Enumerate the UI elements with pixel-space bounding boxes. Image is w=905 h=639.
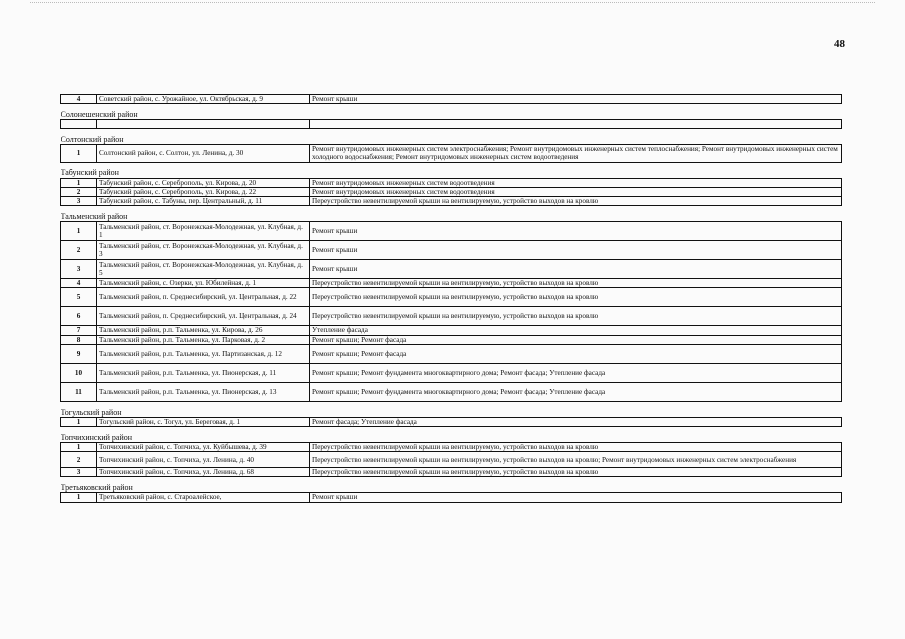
repair-table [60, 94, 842, 503]
row-number: 8 [61, 335, 97, 344]
row-work-type: Ремонт внутридомовых инженерных систем водоотведения [310, 178, 842, 187]
row-number: 1 [61, 178, 97, 187]
table-row [61, 326, 842, 335]
table-row [61, 443, 842, 452]
row-number: 3 [61, 468, 97, 477]
row-work-type: Переустройство невентилируемой крыши на вентилируемую, устройство выходов на кровлю [310, 288, 842, 307]
row-work-type: Переустройство невентилируемой крыши на вентилируемую, устройство выходов на кровлю [310, 197, 842, 206]
district-title: Третьяковский район [61, 483, 842, 493]
row-number: 3 [61, 260, 97, 279]
row-work-type: Переустройство невентилируемой крыши на вентилируемую, устройство выходов на кровлю [310, 468, 842, 477]
table-row [61, 468, 842, 477]
row-number: 2 [61, 187, 97, 196]
district-heading [61, 135, 842, 145]
row-address: Тальменский район, п. Среднесибирский, ул. Центральная, д. 22 [97, 288, 310, 307]
row-address: Тальменский район, р.п. Тальменка, ул. Парковая, д. 2 [97, 335, 310, 344]
table-row [61, 382, 842, 401]
table-row [61, 95, 842, 104]
table-row [61, 178, 842, 187]
row-address: Тальменский район, р.п. Тальменка, ул. Кирова, д. 26 [97, 326, 310, 335]
table-row [61, 241, 842, 260]
row-work-type: Ремонт крыши [310, 260, 842, 279]
district-title: Солтонский район [61, 135, 842, 145]
row-work-type: Ремонт крыши [310, 222, 842, 241]
row-number: 2 [61, 241, 97, 260]
row-address: Тогульский район, с. Тогул, ул. Береговая, д. 1 [97, 417, 310, 426]
row-address: Советский район, с. Урожайное, ул. Октябрьская, д. 9 [97, 95, 310, 104]
district-heading [61, 110, 842, 120]
page-number: 48 [834, 38, 845, 50]
table-row [61, 363, 842, 382]
district-title: Тогульский район [61, 408, 842, 418]
table-row [61, 417, 842, 426]
row-work-type: Ремонт крыши; Ремонт фундамента многоквартирного дома; Ремонт фасада; Утепление фасада [310, 382, 842, 401]
table-row [61, 344, 842, 363]
row-address: Тальменский район, ст. Воронежская-Молодежная, ул. Клубная, д. 1 [97, 222, 310, 241]
repair-list-document [60, 94, 841, 503]
row-address: Тальменский район, р.п. Тальменка, ул. Партизанская, д. 12 [97, 344, 310, 363]
row-work-type: Переустройство невентилируемой крыши на вентилируемую, устройство выходов на кровлю [310, 279, 842, 288]
row-work-type: Ремонт крыши; Ремонт фундамента многоквартирного дома; Ремонт фасада; Утепление фасада [310, 363, 842, 382]
row-address: Тальменский район, п. Среднесибирский, ул. Центральная, д. 24 [97, 307, 310, 326]
row-number: 5 [61, 288, 97, 307]
row-work-type: Ремонт крыши [310, 493, 842, 502]
row-number: 1 [61, 443, 97, 452]
row-work-type: Ремонт крыши [310, 241, 842, 260]
row-address: Тальменский район, р.п. Тальменка, ул. Пионерская, д. 11 [97, 363, 310, 382]
row-address: Тальменский район, р.п. Тальменка, ул. Пионерская, д. 13 [97, 382, 310, 401]
table-row [61, 145, 842, 162]
row-number: 10 [61, 363, 97, 382]
row-number: 6 [61, 307, 97, 326]
row-work-type: Ремонт фасада; Утепление фасада [310, 417, 842, 426]
row-number: 2 [61, 452, 97, 468]
district-title: Топчихинский район [61, 433, 842, 443]
table-row [61, 260, 842, 279]
row-number: 7 [61, 326, 97, 335]
district-heading [61, 433, 842, 443]
row-number: 4 [61, 95, 97, 104]
row-number: 9 [61, 344, 97, 363]
row-work-type: Ремонт крыши; Ремонт фасада [310, 335, 842, 344]
district-heading [61, 408, 842, 418]
row-work-type [310, 120, 842, 129]
row-address: Табунский район, с. Табуны, пер. Центральный, д. 11 [97, 197, 310, 206]
scan-header-dots [30, 2, 875, 5]
row-address [97, 120, 310, 129]
row-number: 3 [61, 197, 97, 206]
row-number: 11 [61, 382, 97, 401]
district-title: Табунский район [61, 169, 842, 179]
district-heading [61, 169, 842, 179]
table-row [61, 279, 842, 288]
row-work-type: Переустройство невентилируемой крыши на вентилируемую, устройство выходов на кровлю [310, 443, 842, 452]
row-address: Тальменский район, ст. Воронежская-Молодежная, ул. Клубная, д. 5 [97, 260, 310, 279]
district-title: Солонешенский район [61, 110, 842, 120]
row-work-type: Ремонт внутридомовых инженерных систем электроснабжения; Ремонт внутридомовых инженерных систем теплоснабжения; Ремонт внутридомовых инженерных систем холодного водоснабжения; Ремонт внутридомовых инженерных систем водоотведения [310, 145, 842, 162]
district-heading [61, 212, 842, 222]
row-address: Топчихинский район, с. Топчиха, ул. Ленина, д. 40 [97, 452, 310, 468]
district-heading [61, 483, 842, 493]
table-row [61, 307, 842, 326]
table-row [61, 197, 842, 206]
row-number: 1 [61, 417, 97, 426]
row-address: Солтонский район, с. Солтон, ул. Ленина, д. 30 [97, 145, 310, 162]
row-work-type: Ремонт крыши [310, 95, 842, 104]
row-address: Табунский район, с. Сереброполь, ул. Кирова, д. 20 [97, 178, 310, 187]
table-row [61, 288, 842, 307]
district-title: Тальменский район [61, 212, 842, 222]
table-row [61, 222, 842, 241]
row-work-type: Переустройство невентилируемой крыши на вентилируемую, устройство выходов на кровлю; Ремонт внутридомовых инженерных систем электроснабжения [310, 452, 842, 468]
row-number: 1 [61, 493, 97, 502]
row-number: 4 [61, 279, 97, 288]
table-row [61, 187, 842, 196]
table-row [61, 335, 842, 344]
row-address: Тальменский район, ст. Воронежская-Молодежная, ул. Клубная, д. 3 [97, 241, 310, 260]
row-work-type: Переустройство невентилируемой крыши на вентилируемую, устройство выходов на кровлю [310, 307, 842, 326]
row-address: Табунский район, с. Сереброполь, ул. Кирова, д. 22 [97, 187, 310, 196]
row-number: 1 [61, 222, 97, 241]
table-row [61, 452, 842, 468]
row-work-type: Ремонт внутридомовых инженерных систем водоотведения [310, 187, 842, 196]
row-work-type: Ремонт крыши; Ремонт фасада [310, 344, 842, 363]
row-work-type: Утепление фасада [310, 326, 842, 335]
table-row [61, 120, 842, 129]
row-address: Третьяковский район, с. Староалейское, [97, 493, 310, 502]
row-number: 1 [61, 145, 97, 162]
row-address: Топчихинский район, с. Топчиха, ул. Куйбышева, д. 39 [97, 443, 310, 452]
row-address: Тальменский район, с. Озерки, ул. Юбилейная, д. 1 [97, 279, 310, 288]
row-address: Топчихинский район, с. Топчиха, ул. Ленина, д. 68 [97, 468, 310, 477]
row-number [61, 120, 97, 129]
table-row [61, 493, 842, 502]
